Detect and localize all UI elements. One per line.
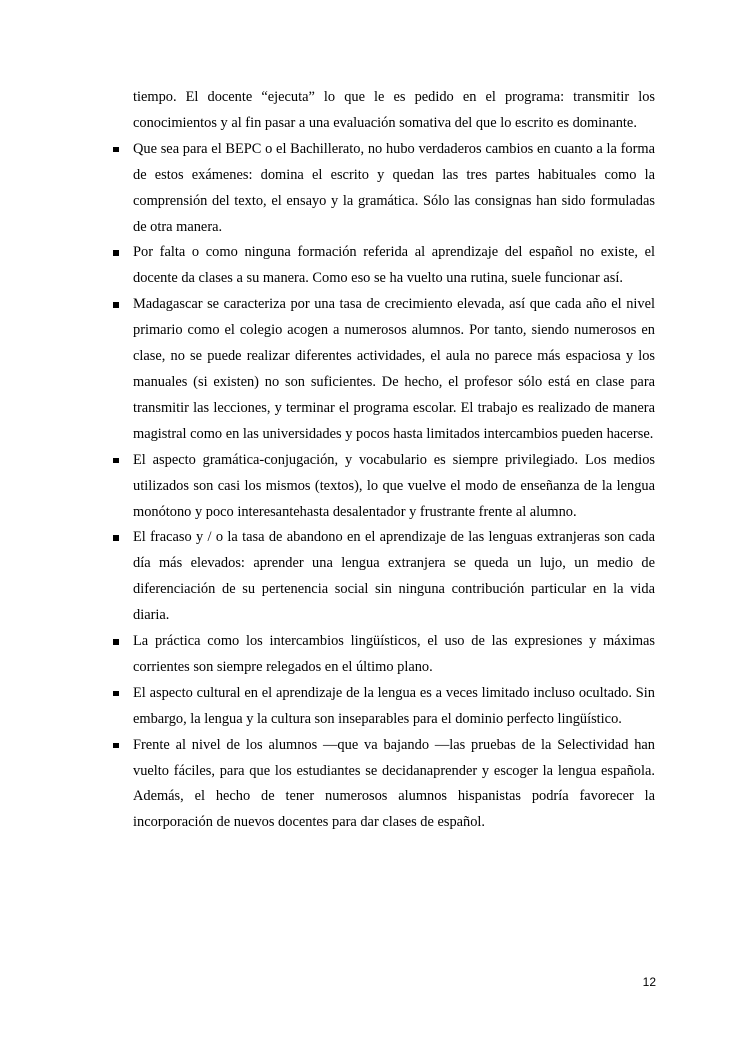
square-bullet-icon <box>113 147 119 153</box>
square-bullet-icon <box>113 250 119 256</box>
bullet-item <box>133 292 655 447</box>
bullet-item <box>133 733 655 837</box>
bullet-item <box>133 629 655 681</box>
bullet-text: Madagascar se caracteriza por una tasa de crecimiento elevada, así que cada año el nivel primario como el colegio acogen a numerosos alumnos. Por tanto, siendo numerosos en clase, no se puede realizar diferentes actividades, el aula no parece más espaciosa y los manuales (si existen) no son suficientes. De hecho, el profesor sólo está en clase para transmitir las lecciones, y terminar el programa escolar. El trabajo es realizado de manera magistral como en las universidades y pocos hasta limitados intercambios pueden hacerse. <box>133 296 655 442</box>
bullet-item <box>133 681 655 733</box>
bullet-text: Frente al nivel de los alumnos —que va bajando —las pruebas de la Selectividad han vuelto fáciles, para que los estudiantes se decidanaprender y escoger la lengua española. Además, el hecho de tener numerosos alumnos hispanistas podría favorecer la incorporación de nuevos docentes para dar clases de español. <box>133 736 655 831</box>
bullet-text: Que sea para el BEPC o el Bachillerato, no hubo verdaderos cambios en cuanto a la forma de estos exámenes: domina el escrito y quedan las tres partes habituales como la comprensión del texto, el ensayo y la gramática. Sólo las consignas han sido formuladas de otra manera. <box>133 140 655 235</box>
bullet-text: El aspecto cultural en el aprendizaje de la lengua es a veces limitado incluso ocultado. Sin embargo, la lengua y la cultura son inseparables para el dominio perfecto lingüístico. <box>133 684 655 727</box>
continuation-paragraph: tiempo. El docente “ejecuta” lo que le es pedido en el programa: transmitir los conocimientos y al fin pasar a una evaluación somativa del que lo escrito es dominante. <box>133 89 655 131</box>
bullet-item <box>133 137 655 241</box>
bullet-text: Por falta o como ninguna formación referida al aprendizaje del español no existe, el docente da clases a su manera. Como eso se ha vuelto una rutina, suele funcionar así. <box>133 244 655 287</box>
square-bullet-icon <box>113 691 119 697</box>
bullet-item <box>133 525 655 629</box>
bullet-text: El fracaso y / o la tasa de abandono en el aprendizaje de las lenguas extranjeras son cada día más elevados: aprender una lengua extranjera se queda un lujo, un medio de diferenciación de su pertenencia social sin ninguna contribución particular en la vida diaria. <box>133 529 655 624</box>
bullet-list <box>133 137 655 836</box>
square-bullet-icon <box>113 535 119 541</box>
bullet-text: El aspecto gramática-conjugación, y vocabulario es siempre privilegiado. Los medios utilizados son casi los mismos (textos), lo que vuelve el modo de enseñanza de la lengua monótono y poco interesantehasta desalentador y frustrante frente al alumno. <box>133 451 655 520</box>
bullet-item <box>133 240 655 292</box>
square-bullet-icon <box>113 639 119 645</box>
square-bullet-icon <box>113 743 119 749</box>
square-bullet-icon <box>113 458 119 464</box>
bullet-text: La práctica como los intercambios lingüísticos, el uso de las expresiones y máximas corrientes son siempre relegados en el último plano. <box>133 633 655 675</box>
bullet-item <box>133 448 655 526</box>
page-body <box>133 85 655 836</box>
square-bullet-icon <box>113 302 119 308</box>
page-number: 12 <box>642 975 656 989</box>
